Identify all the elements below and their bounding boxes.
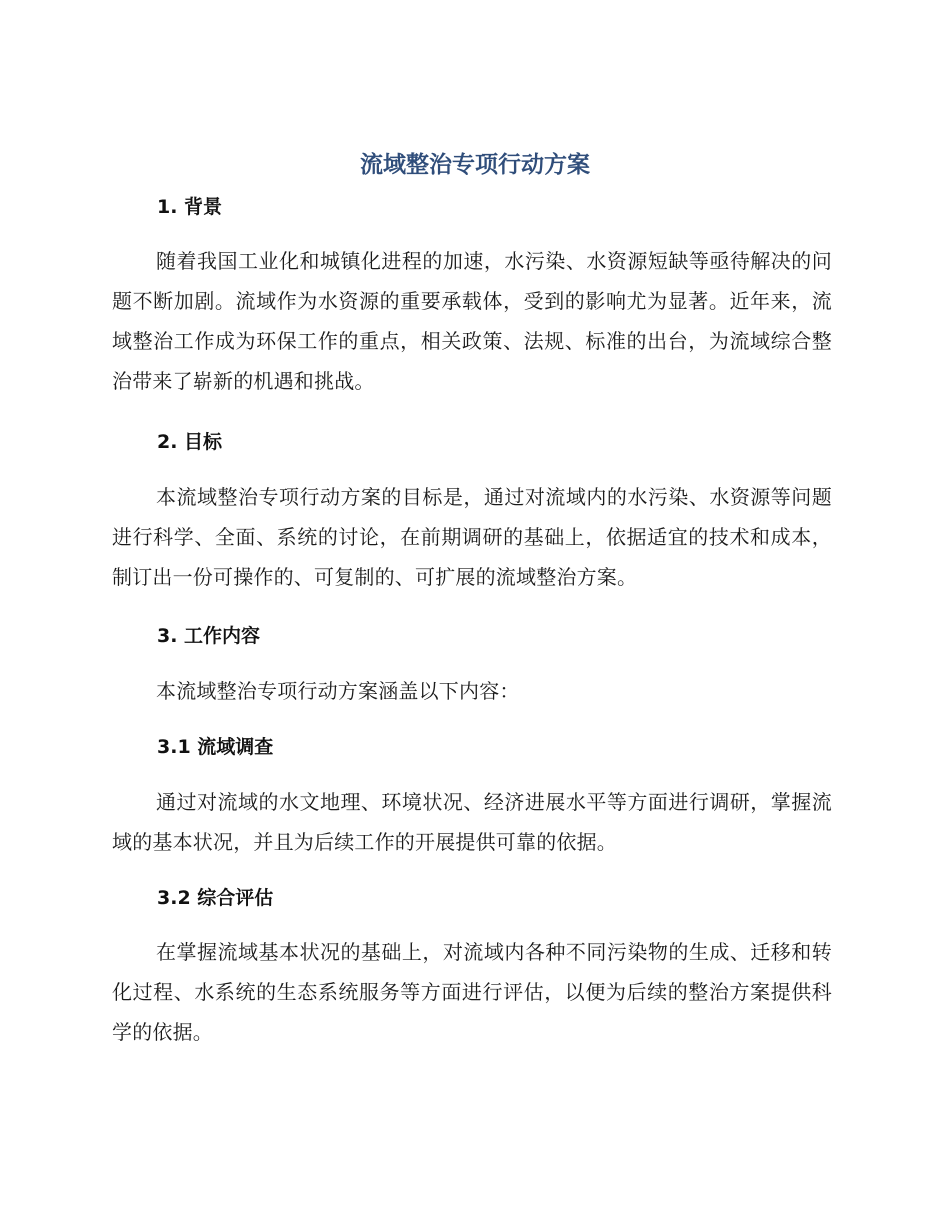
document-title: 流域整治专项行动方案 [360,152,590,178]
section-heading-goal: 2. 目标 [157,431,223,453]
section-paragraph-goal: 本流域整治专项行动方案的目标是，通过对流域内的水污染、水资源等问题进行科学、全面、系统的讨论，在前期调研的基础上，依据适宜的技术和成本，制订出一份可操作的、可复制的、可扩展的流域整治方案。 [112,485,832,589]
section-paragraph-basin-survey: 通过对流域的水文地理、环境状况、经济进展水平等方面进行调研，掌握流域的基本状况，并且为后续工作的开展提供可靠的依据。 [112,790,832,854]
section-paragraph-background: 随着我国工业化和城镇化进程的加速，水污染、水资源短缺等亟待解决的问题不断加剧。流域作为水资源的重要承载体，受到的影响尤为显著。近年来，流域整治工作成为环保工作的重点，相关政策、法规、标准的出台，为流域综合整治带来了崭新的机遇和挑战。 [112,249,832,393]
section-heading-basin-survey: 3.1 流域调查 [157,736,274,758]
section-paragraph-work-content: 本流域整治专项行动方案涵盖以下内容： [156,679,520,703]
section-paragraph-assessment: 在掌握流域基本状况的基础上，对流域内各种不同污染物的生成、迁移和转化过程、水系统的生态系统服务等方面进行评估，以便为后续的整治方案提供科学的依据。 [112,940,832,1044]
section-heading-assessment: 3.2 综合评估 [157,887,274,909]
section-heading-work-content: 3. 工作内容 [157,625,261,647]
section-heading-background: 1. 背景 [157,196,223,218]
